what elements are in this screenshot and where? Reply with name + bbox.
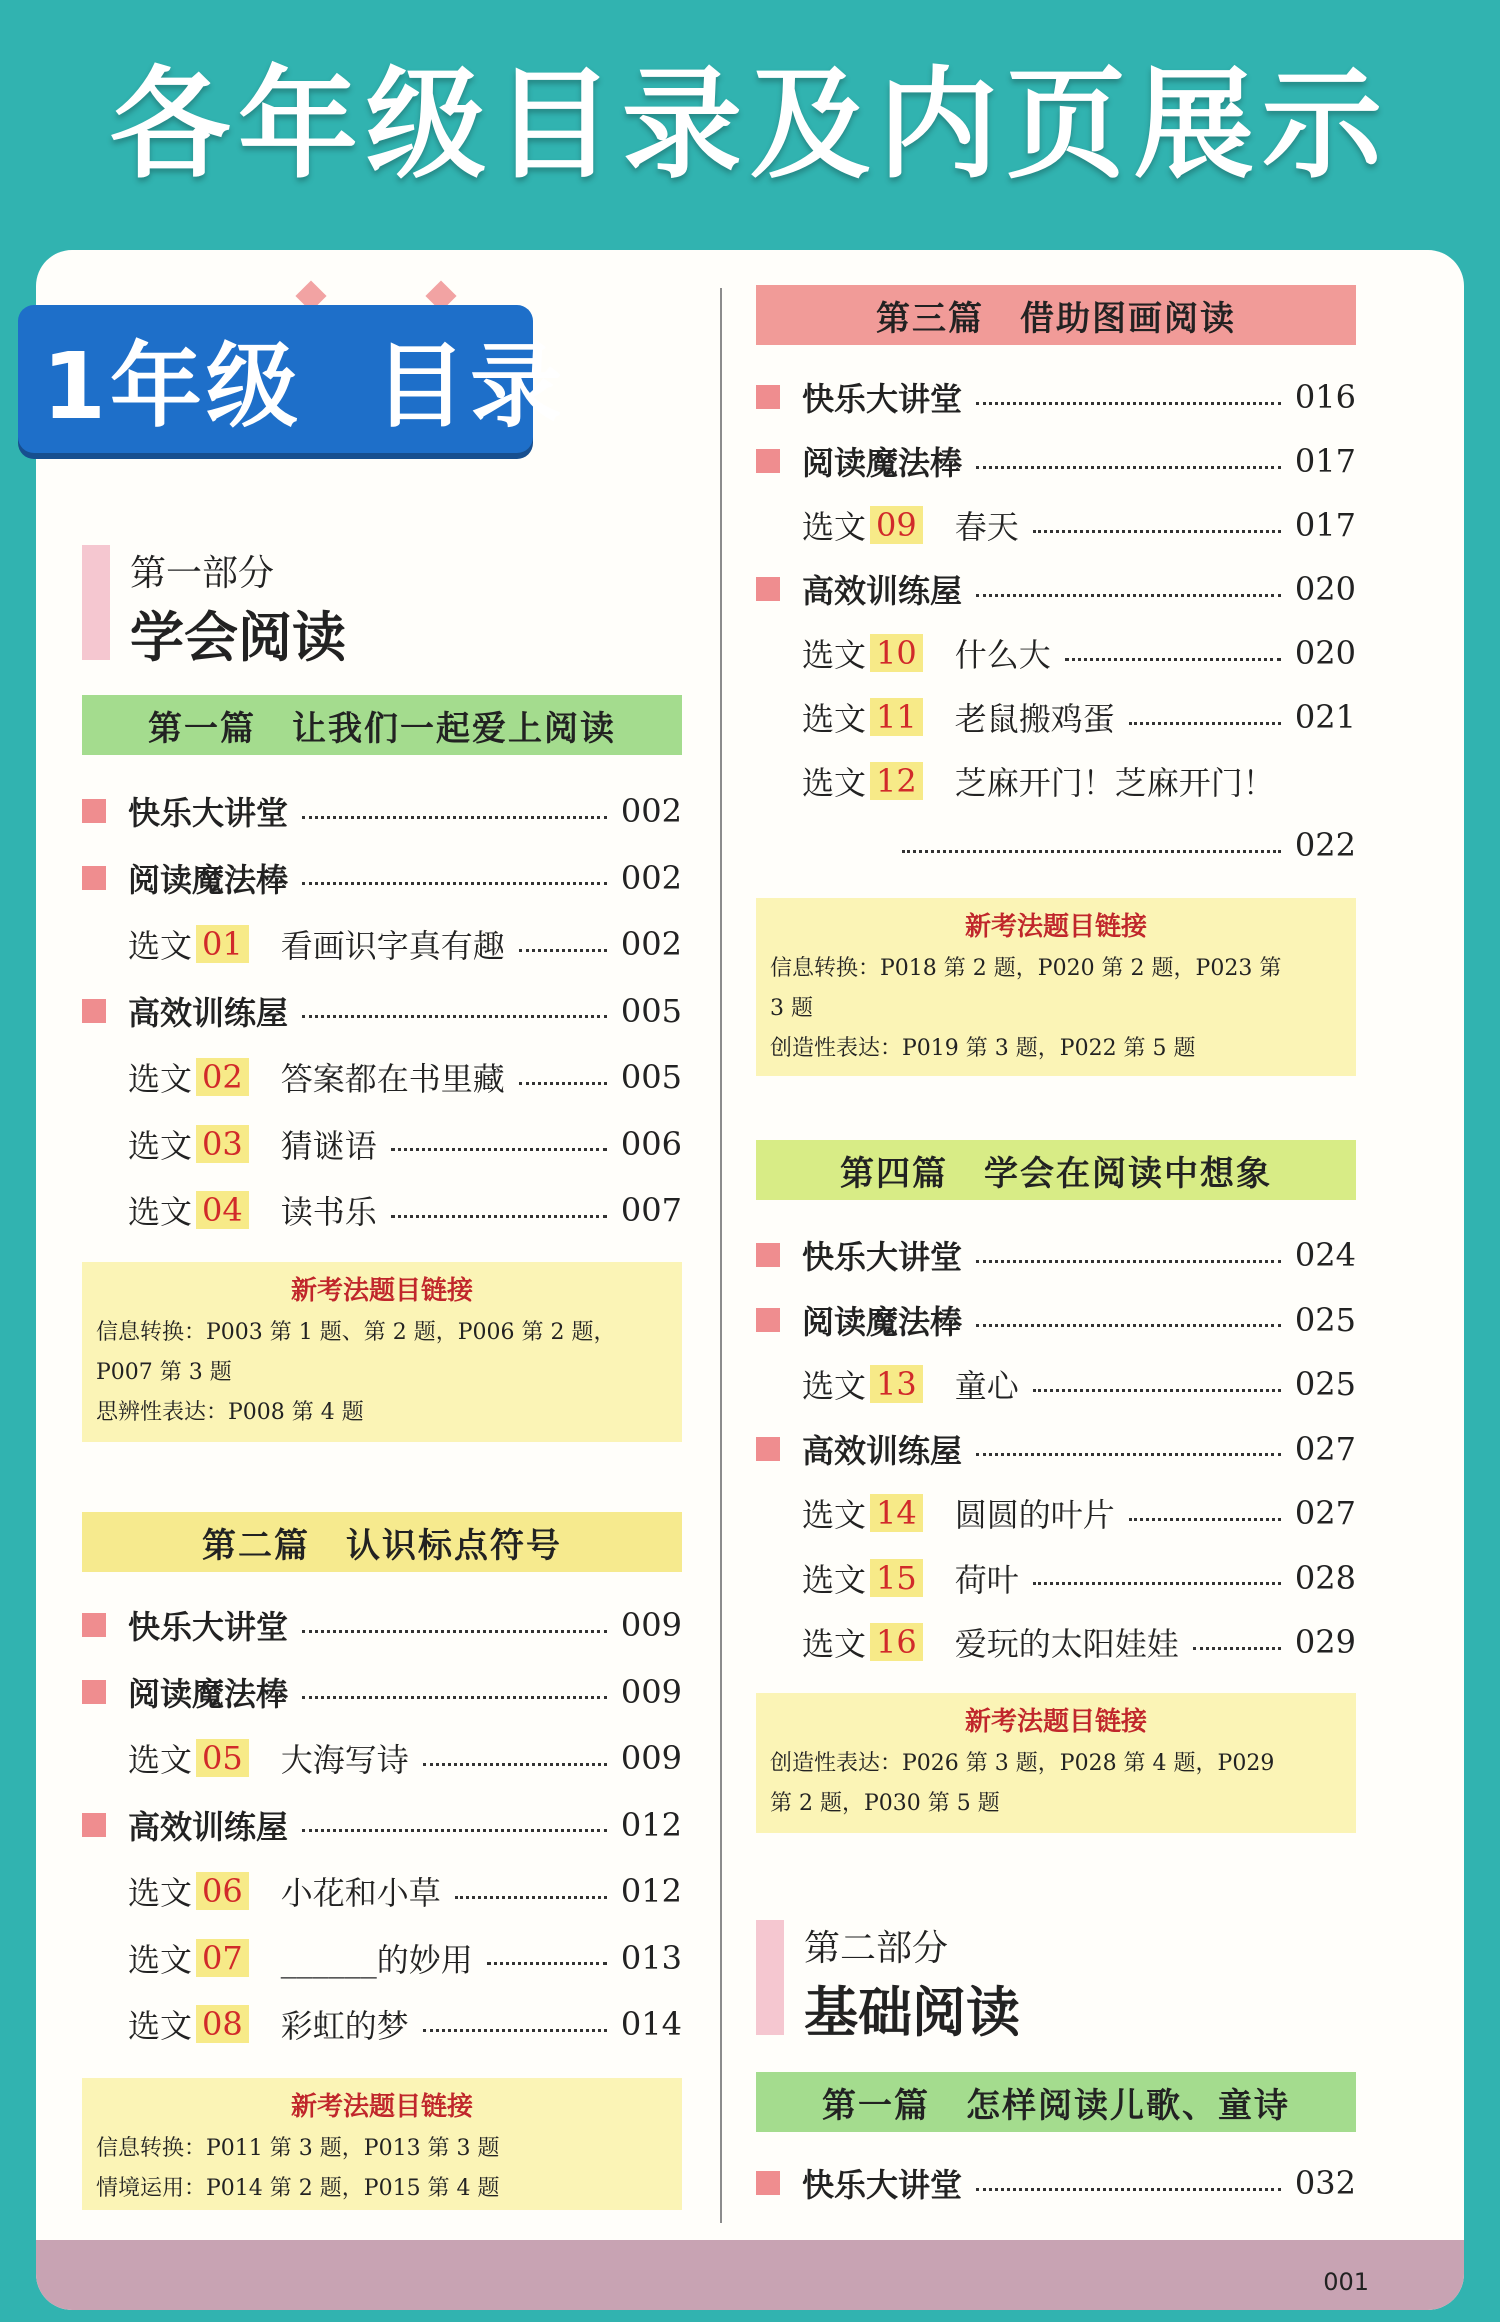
selection-number: 15 [870,1559,923,1597]
leader-dots [976,1260,1281,1263]
page-number: 002 [620,925,682,963]
section-label: 快乐大讲堂 [802,2166,963,2204]
page-number: 012 [620,1805,682,1844]
toc-section-row [756,372,1356,422]
section-label: 高效训练屋 [128,993,289,1032]
section-marker [82,799,106,823]
selection-number: 04 [196,1191,249,1229]
section-marker [82,1813,106,1837]
page-number: 027 [1294,1429,1356,1468]
part-title: 基础阅读 [804,1981,1020,2044]
toc-section-row [756,2158,1356,2208]
part-bar [82,545,110,660]
leader-dots [1033,530,1281,533]
selection-label: 选文 [128,1126,193,1165]
section-label: 阅读魔法棒 [128,1674,289,1713]
page-number: 013 [620,1938,682,1977]
leader-dots [519,1082,607,1085]
page-number: 005 [620,1058,682,1096]
page-number: 009 [620,1672,682,1711]
selection-label: 选文 [128,1874,193,1912]
toc-entry-row [128,1119,682,1169]
toc-entry-row [128,1866,682,1916]
selection-title: 大海写诗 [280,1741,409,1779]
toc-entry-row [128,1185,682,1235]
exam-link-box [756,898,1356,1076]
section-marker [756,385,780,409]
chapter-heading: 第三篇 借助图画阅读 [756,285,1356,345]
selection-title: 小花和小草 [280,1874,441,1912]
section-label: 阅读魔法棒 [802,1302,963,1341]
selection-title: ______的妙用 [280,1940,473,1979]
exam-link-line: 信息转换：P011 第 3 题，P013 第 3 题 [96,2136,500,2161]
toc-entry-row [802,1617,1356,1667]
toc-section-row [82,1600,682,1650]
part-subtitle: 第二部分 [804,1928,949,1969]
leader-dots [976,402,1281,405]
leader-dots [302,816,607,819]
page-footer [36,2240,1464,2310]
toc-entry-row [902,820,1356,870]
exam-link-line: 3 题 [770,996,813,1021]
toc-section-row [82,1667,682,1717]
selection-label: 选文 [128,1193,193,1231]
selection-label: 选文 [802,508,867,546]
section-label: 阅读魔法棒 [128,860,289,899]
page-number: 006 [620,1124,682,1163]
page-number: 027 [1294,1494,1356,1532]
page-number: 024 [1294,1236,1356,1274]
page-number: 001 [1323,2268,1369,2296]
section-marker [82,866,106,890]
selection-number: 02 [196,1058,249,1096]
selection-label: 选文 [802,700,867,738]
section-label: 高效训练屋 [802,572,963,610]
toc-section-row [82,786,682,836]
selection-label: 选文 [802,1560,867,1599]
selection-number: 08 [196,2005,249,2043]
toc-entry-row [802,692,1356,742]
leader-dots [487,1962,607,1965]
exam-link-box [82,2078,682,2210]
selection-label: 选文 [128,1940,193,1979]
page-number: 002 [620,858,682,897]
selection-title: 圆圆的叶片 [954,1496,1115,1534]
selection-number: 05 [196,1739,249,1777]
leader-dots [976,1453,1281,1456]
exam-link-line: 信息转换：P003 第 1 题、第 2 题，P006 第 2 题， [96,1320,616,1345]
leader-dots [302,1015,607,1018]
selection-title: 看画识字真有趣 [280,927,505,965]
toc-entry-row [802,500,1356,550]
part-title: 学会阅读 [130,606,346,669]
exam-link-line: 创造性表达：P026 第 3 题，P028 第 4 题，P029 [770,1751,1275,1776]
page-number: 007 [620,1191,682,1229]
page-number: 002 [620,792,682,830]
selection-label: 选文 [128,2007,193,2045]
leader-dots [519,949,607,952]
leader-dots [302,882,607,885]
section-label: 快乐大讲堂 [802,1238,963,1276]
selection-label: 选文 [802,1367,867,1405]
leader-dots [391,1215,607,1218]
leader-dots [902,850,1281,853]
leader-dots [391,1148,607,1151]
leader-dots [1033,1582,1281,1585]
page-number: 028 [1294,1558,1356,1597]
section-label: 高效训练屋 [128,1807,289,1846]
page-number: 029 [1294,1623,1356,1661]
selection-number: 14 [870,1494,923,1532]
leader-dots [1065,658,1281,661]
selection-number: 16 [870,1623,923,1661]
toc-section-row [756,564,1356,614]
page-banner [0,0,1500,230]
toc-section-row [756,1424,1356,1474]
banner-title: 各年级目录及内页展示 [110,56,1390,195]
toc-entry-row [128,1052,682,1102]
selection-number: 01 [196,925,249,963]
section-label: 阅读魔法棒 [802,444,963,482]
part-two-header [756,1920,1256,2050]
selection-label: 选文 [128,1060,193,1098]
exam-link-box [756,1693,1356,1833]
grade-badge [18,305,567,453]
selection-title: 荷叶 [954,1560,1019,1599]
selection-title: 彩虹的梦 [280,2007,409,2045]
selection-title: 童心 [954,1367,1019,1405]
section-marker [82,999,106,1023]
selection-title: 什么大 [954,636,1051,674]
selection-number: 13 [870,1365,923,1403]
page-number: 017 [1294,442,1356,480]
leader-dots [455,1896,607,1899]
chapter-heading: 第一篇 让我们一起爱上阅读 [82,695,682,755]
leader-dots [1129,1518,1281,1521]
page-number: 025 [1294,1300,1356,1339]
leader-dots [1193,1647,1281,1650]
toc-entry-row [802,756,1356,806]
selection-title: 老鼠搬鸡蛋 [954,700,1115,738]
leader-dots [423,2029,607,2032]
selection-title: 读书乐 [280,1193,377,1231]
exam-link-line: 信息转换：P018 第 2 题，P020 第 2 题，P023 第 [770,956,1282,981]
page-number: 020 [1294,570,1356,608]
exam-link-line: 创造性表达：P019 第 3 题，P022 第 5 题 [770,1036,1196,1061]
section-marker [756,1308,780,1332]
selection-number: 07 [196,1939,249,1977]
chapter-heading: 第四篇 学会在阅读中想象 [756,1140,1356,1200]
selection-label: 选文 [128,1741,193,1779]
toc-section-row [82,1800,682,1850]
section-marker [82,1680,106,1704]
part-one-header [82,545,582,675]
column-divider [720,288,722,2223]
exam-link-title: 新考法题目链接 [290,1276,473,1306]
selection-title: 爱玩的太阳娃娃 [954,1625,1179,1663]
section-marker [756,1437,780,1461]
page-number: 016 [1294,378,1356,416]
exam-link-title: 新考法题目链接 [964,1707,1147,1737]
selection-label: 选文 [802,1496,867,1534]
section-label: 快乐大讲堂 [802,380,963,418]
page-number: 009 [620,1739,682,1777]
selection-label: 选文 [128,927,193,965]
page-number: 025 [1294,1365,1356,1403]
section-marker [756,577,780,601]
toc-entry-row [802,1488,1356,1538]
selection-title: 猜谜语 [280,1126,377,1165]
selection-label: 选文 [802,764,867,802]
page-number: 014 [620,2005,682,2043]
section-label: 快乐大讲堂 [128,794,289,832]
page-number: 005 [620,991,682,1030]
selection-number: 09 [870,506,923,544]
section-marker [82,1613,106,1637]
exam-link-line: 思辨性表达：P008 第 4 题 [96,1400,364,1425]
leader-dots [1129,722,1281,725]
toc-section-row [82,853,682,903]
selection-number: 10 [870,634,923,672]
exam-link-title: 新考法题目链接 [964,912,1147,942]
toc-entry-row [802,1553,1356,1603]
exam-link-line: 第 2 题，P030 第 5 题 [770,1791,1000,1816]
section-marker [756,1243,780,1267]
part-subtitle: 第一部分 [130,553,275,594]
leader-dots [302,1829,607,1832]
leader-dots [302,1696,607,1699]
leader-dots [976,594,1281,597]
selection-number: 11 [870,698,923,736]
toc-section-row [756,1230,1356,1280]
page-number: 021 [1294,698,1356,736]
exam-link-line: P007 第 3 题 [96,1360,232,1385]
page-number: 012 [620,1872,682,1910]
toc-section-row [756,1295,1356,1345]
leader-dots [976,1324,1281,1327]
selection-title: 答案都在书里藏 [280,1060,505,1098]
leader-dots [976,466,1281,469]
chapter-heading: 第二篇 认识标点符号 [82,1512,682,1572]
exam-link-line: 情境运用：P014 第 2 题，P015 第 4 题 [96,2176,500,2201]
grade-badge-label: 1年级 目录 [42,333,567,440]
section-marker [756,449,780,473]
section-label: 高效训练屋 [802,1431,963,1470]
toc-entry-row [802,1359,1356,1409]
toc-entry-row [128,919,682,969]
page-number: 032 [1294,2164,1356,2202]
selection-title: 春天 [954,508,1019,546]
page-number: 022 [1294,826,1356,864]
toc-entry-row [802,628,1356,678]
page-number: 009 [620,1606,682,1644]
leader-dots [976,2188,1281,2191]
part-bar [756,1920,784,2035]
chapter-heading: 第一篇 怎样阅读儿歌、童诗 [756,2072,1356,2132]
toc-entry-row [128,1933,682,1983]
selection-number: 03 [196,1125,249,1163]
toc-entry-row [128,1999,682,2049]
page-number: 017 [1294,506,1356,544]
exam-link-box [82,1262,682,1442]
selection-label: 选文 [802,1625,867,1663]
section-label: 快乐大讲堂 [128,1608,289,1646]
selection-label: 选文 [802,636,867,674]
toc-entry-row [128,1733,682,1783]
section-marker [756,2171,780,2195]
page-number: 020 [1294,634,1356,672]
selection-number: 12 [870,762,923,800]
exam-link-title: 新考法题目链接 [290,2092,473,2122]
toc-section-row [82,986,682,1036]
selection-title: 芝麻开门！芝麻开门！ [954,764,1275,802]
leader-dots [1033,1389,1281,1392]
leader-dots [423,1763,607,1766]
selection-number: 06 [196,1872,249,1910]
toc-section-row [756,436,1356,486]
leader-dots [302,1630,607,1633]
